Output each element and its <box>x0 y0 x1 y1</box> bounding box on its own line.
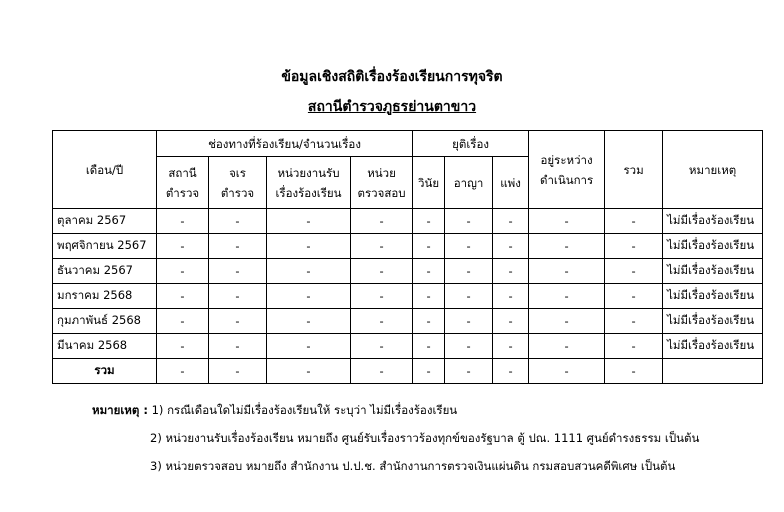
cell-value: - <box>267 284 351 309</box>
total-row <box>53 359 763 384</box>
table-row <box>53 334 763 359</box>
header-in-progress <box>529 131 605 209</box>
row-month: พฤศจิกายน 2567 <box>53 234 157 259</box>
table-row <box>53 259 763 284</box>
cell-value: - <box>157 209 209 234</box>
table-row <box>53 309 763 334</box>
cell-value: - <box>157 284 209 309</box>
report-subtitle: สถานีตำรวจภูธรย่านตาขาว <box>307 99 477 115</box>
cell-value: - <box>445 259 493 284</box>
header-total: รวม <box>605 131 663 209</box>
header-channel-audit-unit-line1: หน่วย <box>367 165 396 180</box>
total-cell-value: - <box>209 359 267 384</box>
row-month: มกราคม 2568 <box>53 284 157 309</box>
cell-value: - <box>209 259 267 284</box>
cell-value: - <box>267 209 351 234</box>
cell-value: - <box>413 234 445 259</box>
cell-value: - <box>413 284 445 309</box>
header-channels-group: ช่องทางที่ร้องเรียน/จำนวนเรื่อง <box>157 131 413 157</box>
table-row <box>53 234 763 259</box>
cell-value: - <box>529 209 605 234</box>
header-channel-inspector <box>209 157 267 209</box>
total-cell-value: - <box>267 359 351 384</box>
header-month-year: เดือน/ปี <box>53 131 157 209</box>
cell-value: - <box>605 284 663 309</box>
header-channel-police-line1: สถานี <box>168 165 197 180</box>
row-month: ธันวาคม 2567 <box>53 259 157 284</box>
cell-value: - <box>351 334 413 359</box>
cell-value: - <box>493 309 529 334</box>
row-remark: ไม่มีเรื่องร้องเรียน <box>663 284 763 309</box>
report-title: ข้อมูลเชิงสถิติเรื่องร้องเรียนการทุจริต <box>281 69 503 85</box>
cell-value: - <box>445 209 493 234</box>
cell-value: - <box>605 234 663 259</box>
cell-value: - <box>493 284 529 309</box>
row-remark: ไม่มีเรื่องร้องเรียน <box>663 209 763 234</box>
row-remark: ไม่มีเรื่องร้องเรียน <box>663 309 763 334</box>
note-item: 3) หน่วยตรวจสอบ หมายถึง สำนักงาน ป.ป.ช. สำนักงานการตรวจเงินแผ่นดิน กรมสอบสวนคดีพิเศษ เป็นต้น <box>150 459 676 473</box>
cell-value: - <box>209 309 267 334</box>
total-row-label: รวม <box>53 359 157 384</box>
header-channel-police-line2: ตำรวจ <box>165 185 200 200</box>
cell-value: - <box>529 259 605 284</box>
row-month: มีนาคม 2568 <box>53 334 157 359</box>
cell-value: - <box>605 309 663 334</box>
row-month: ตุลาคม 2567 <box>53 209 157 234</box>
total-cell-value: - <box>605 359 663 384</box>
cell-value: - <box>529 334 605 359</box>
cell-value: - <box>267 309 351 334</box>
header-disciplinary: วินัย <box>413 157 445 209</box>
row-remark: ไม่มีเรื่องร้องเรียน <box>663 259 763 284</box>
cell-value: - <box>209 234 267 259</box>
cell-value: - <box>605 209 663 234</box>
cell-value: - <box>413 209 445 234</box>
cell-value: - <box>445 234 493 259</box>
cell-value: - <box>351 234 413 259</box>
cell-value: - <box>493 209 529 234</box>
table-row <box>53 284 763 309</box>
cell-value: - <box>413 334 445 359</box>
cell-value: - <box>157 334 209 359</box>
note-item: 1) กรณีเดือนใดไม่มีเรื่องร้องเรียนให้ ระบุว่า ไม่มีเรื่องร้องเรียน <box>151 403 458 417</box>
total-cell-value: - <box>351 359 413 384</box>
header-civil: แพ่ง <box>493 157 529 209</box>
cell-value: - <box>493 334 529 359</box>
header-channel-inspector-line2: ตำรวจ <box>220 185 255 200</box>
cell-value: - <box>267 234 351 259</box>
cell-value: - <box>493 234 529 259</box>
cell-value: - <box>209 209 267 234</box>
row-month: กุมภาพันธ์ 2568 <box>53 309 157 334</box>
header-concluded-group: ยุติเรื่อง <box>413 131 529 157</box>
cell-value: - <box>605 259 663 284</box>
cell-value: - <box>351 309 413 334</box>
header-criminal: อาญา <box>445 157 493 209</box>
cell-value: - <box>351 209 413 234</box>
cell-value: - <box>605 334 663 359</box>
row-remark: ไม่มีเรื่องร้องเรียน <box>663 334 763 359</box>
header-channel-inspector-line1: จเร <box>229 165 246 180</box>
cell-value: - <box>209 284 267 309</box>
total-cell-value: - <box>445 359 493 384</box>
cell-value: - <box>351 284 413 309</box>
cell-value: - <box>267 334 351 359</box>
header-channel-police-station <box>157 157 209 209</box>
notes-section <box>92 396 699 480</box>
header-channel-audit-unit-line2: ตรวจสอบ <box>357 185 406 200</box>
cell-value: - <box>529 309 605 334</box>
cell-value: - <box>413 309 445 334</box>
header-in-progress-line1: อยู่ระหว่าง <box>540 152 593 167</box>
cell-value: - <box>157 259 209 284</box>
header-channel-complaint-unit <box>267 157 351 209</box>
header-in-progress-line2: ดำเนินการ <box>539 172 594 187</box>
cell-value: - <box>445 309 493 334</box>
cell-value: - <box>413 259 445 284</box>
header-channel-complaint-unit-line2: เรื่องร้องเรียน <box>275 185 342 200</box>
cell-value: - <box>493 259 529 284</box>
total-cell-value: - <box>529 359 605 384</box>
row-remark: ไม่มีเรื่องร้องเรียน <box>663 234 763 259</box>
cell-value: - <box>529 234 605 259</box>
total-cell-value: - <box>493 359 529 384</box>
note-item: 2) หน่วยงานรับเรื่องร้องเรียน หมายถึง ศูนย์รับเรื่องราวร้องทุกข์ของรัฐบาล ตู้ ปณ. 1111 ศูนย์ดำรงธรรม เป็นต้น <box>150 431 700 445</box>
complaint-statistics-table <box>52 130 763 384</box>
total-cell-value: - <box>413 359 445 384</box>
total-row-remark <box>663 359 763 384</box>
table-row <box>53 209 763 234</box>
header-channel-complaint-unit-line1: หน่วยงานรับ <box>277 165 340 180</box>
cell-value: - <box>445 284 493 309</box>
cell-value: - <box>445 334 493 359</box>
header-remark: หมายเหตุ <box>663 131 763 209</box>
notes-label: หมายเหตุ : <box>92 403 148 417</box>
note-line-1 <box>92 396 699 424</box>
total-cell-value: - <box>157 359 209 384</box>
header-channel-audit-unit <box>351 157 413 209</box>
cell-value: - <box>267 259 351 284</box>
cell-value: - <box>157 234 209 259</box>
cell-value: - <box>529 284 605 309</box>
cell-value: - <box>209 334 267 359</box>
cell-value: - <box>157 309 209 334</box>
cell-value: - <box>351 259 413 284</box>
